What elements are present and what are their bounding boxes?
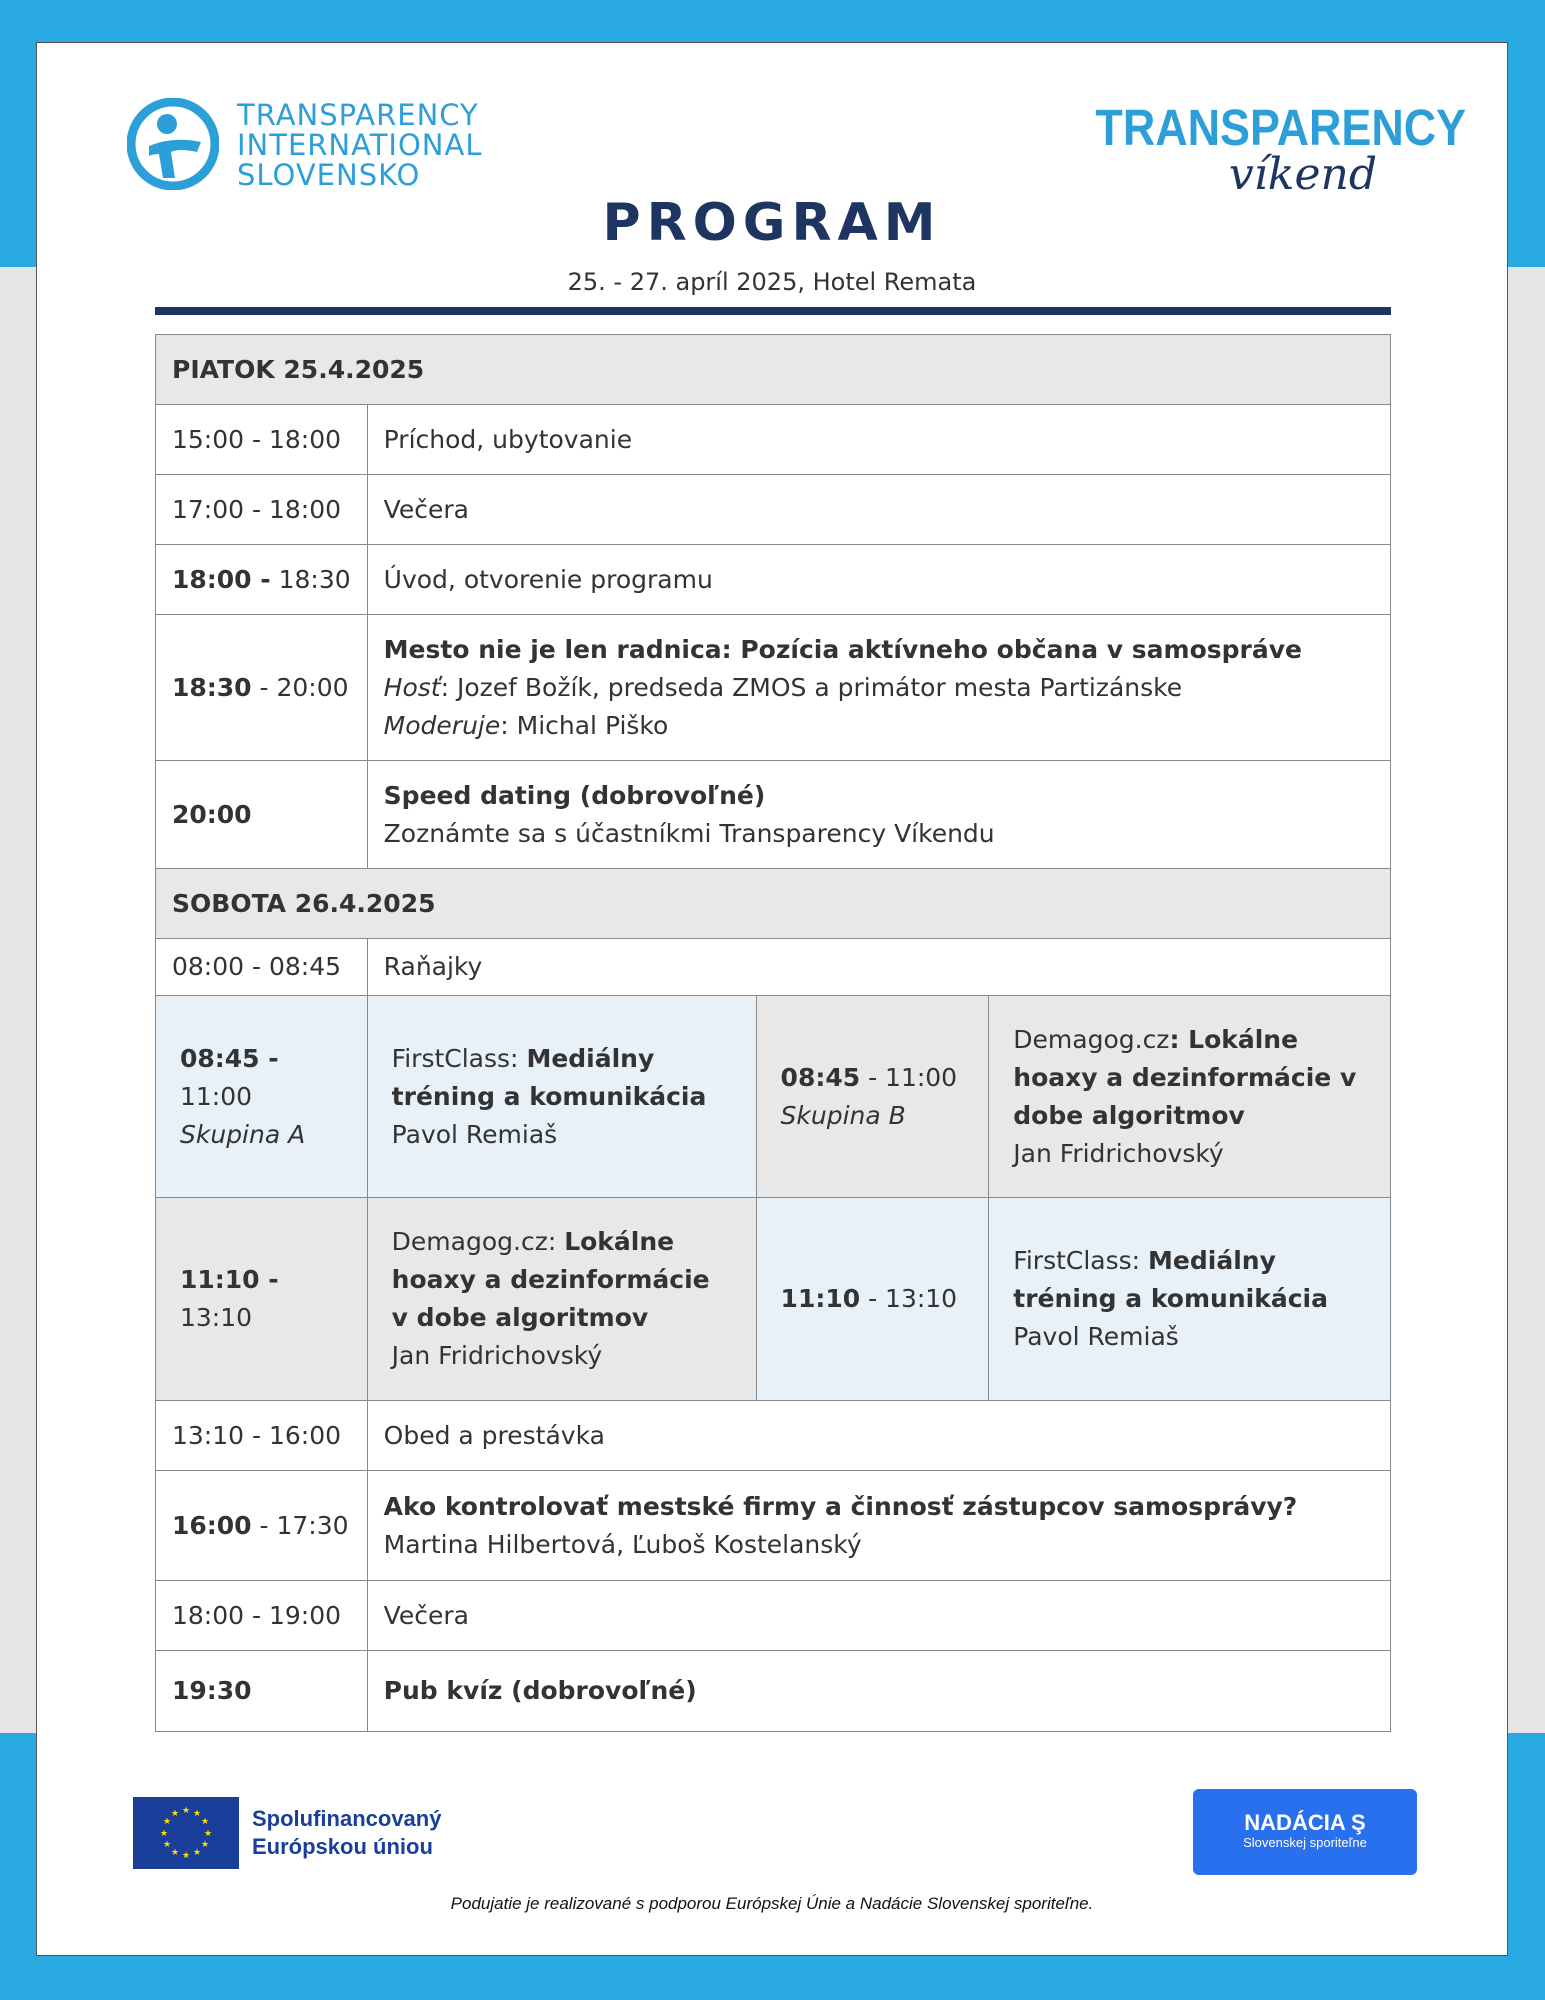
tv-logo-word: TRANSPARENCY xyxy=(1095,99,1467,156)
nadacia-line-2: Slovenskej sporiteľne xyxy=(1243,1835,1367,1850)
row-time: 08:00 - 08:45 xyxy=(156,939,368,996)
nadacia-line-1 xyxy=(1193,1811,1417,1835)
session-title: Lokálne hoaxy a dezinformácie v dobe algoritmov xyxy=(391,1227,710,1332)
row-time xyxy=(156,1471,368,1581)
ti-figure-icon xyxy=(127,98,219,190)
svg-text:★: ★ xyxy=(200,1817,210,1827)
row-activity: Večera xyxy=(367,1581,1390,1651)
row-time xyxy=(156,615,368,761)
schedule-row xyxy=(156,545,1391,615)
funding-footnote: Podujatie je realizované s podporou Európskej Únie a Nadácie Slovenskej sporiteľne. xyxy=(450,1894,1094,1913)
row-activity xyxy=(367,761,1390,869)
eu-line-1: Spolufinancovaný xyxy=(252,1806,442,1831)
ti-line-3: SLOVENSKO xyxy=(237,158,421,192)
day-heading: PIATOK 25.4.2025 xyxy=(156,335,1391,405)
svg-text:★: ★ xyxy=(181,1851,191,1861)
eu-flag-icon xyxy=(133,1797,239,1869)
svg-text:★: ★ xyxy=(159,1829,169,1839)
session-organizer: FirstClass: xyxy=(1013,1246,1149,1275)
schedule-row xyxy=(156,1471,1391,1581)
svg-text:★: ★ xyxy=(170,1848,180,1858)
tv-logo-script: víkend xyxy=(1228,149,1377,200)
page-title: PROGRAM xyxy=(602,193,942,253)
eu-line-2: Európskou úniou xyxy=(252,1834,433,1859)
time-end: - 11:00 xyxy=(860,1062,958,1092)
group-b-time xyxy=(756,996,989,1198)
eu-cofunding-label xyxy=(252,1805,441,1861)
svg-text:★: ★ xyxy=(200,1840,210,1850)
parallel-session-row xyxy=(156,996,1391,1198)
svg-text:★: ★ xyxy=(192,1809,202,1819)
row-time: 13:10 - 16:00 xyxy=(156,1401,368,1471)
ti-slovensko-wordmark xyxy=(237,100,483,190)
time-start: 08:45 xyxy=(780,1062,861,1092)
svg-text:★: ★ xyxy=(192,1848,202,1858)
session-organizer: FirstClass: xyxy=(391,1043,527,1073)
schedule-row xyxy=(156,939,1391,996)
panel-guest xyxy=(384,669,1374,707)
time-end: 18:30 xyxy=(270,564,351,594)
schedule-table xyxy=(155,334,1391,1732)
row-activity: Príchod, ubytovanie xyxy=(367,405,1390,475)
guest-text: : Jozef Božík, predseda ZMOS a primátor mesta Partizánske xyxy=(440,672,1183,702)
session-speaker: Pavol Remiaš xyxy=(1013,1322,1179,1351)
time-start: 18:00 - xyxy=(172,564,271,594)
time-end: - 20:00 xyxy=(251,672,349,702)
svg-text:★: ★ xyxy=(170,1809,180,1819)
nadacia-word: NADÁCIA xyxy=(1244,1810,1345,1835)
session-organizer: Demagog.cz xyxy=(1013,1024,1170,1054)
svg-text:★: ★ xyxy=(162,1840,172,1850)
ti-line-1: TRANSPARENCY xyxy=(237,98,479,132)
moderator-text: : Michal Piško xyxy=(500,710,669,740)
panel-title: Mesto nie je len radnica: Pozícia aktívneho občana v samospráve xyxy=(383,634,1303,664)
row-activity: Obed a prestávka xyxy=(367,1401,1390,1471)
time-range xyxy=(781,1059,965,1097)
group-a-time xyxy=(156,1198,368,1401)
time-start: 11:10 - xyxy=(180,1265,279,1294)
group-a-session xyxy=(367,996,756,1198)
time-start: 16:00 xyxy=(172,1510,252,1540)
group-b-session xyxy=(989,996,1391,1198)
schedule-row xyxy=(156,1651,1391,1732)
activity-title: Ako kontrolovať mestské firmy a činnosť zástupcov samosprávy? xyxy=(383,1491,1298,1521)
eu-stars-icon xyxy=(133,1797,239,1869)
ti-line-2: INTERNATIONAL xyxy=(237,128,483,162)
time-end: 11:00 xyxy=(180,1081,253,1111)
moderator-label: Moderuje xyxy=(383,710,501,740)
group-a-time xyxy=(156,996,368,1198)
group-label: Skupina A xyxy=(180,1119,306,1149)
title-divider xyxy=(155,307,1391,315)
session-speaker: Jan Fridrichovský xyxy=(391,1341,603,1370)
row-time: 17:00 - 18:00 xyxy=(156,475,368,545)
event-date-place: 25. - 27. apríl 2025, Hotel Remata xyxy=(567,268,977,296)
row-activity xyxy=(367,1471,1390,1581)
day-header-friday xyxy=(156,335,1391,405)
parallel-session-row xyxy=(156,1198,1391,1401)
schedule-row xyxy=(156,1581,1391,1651)
schedule-row xyxy=(156,475,1391,545)
time-end: - 13:10 xyxy=(860,1284,958,1313)
row-activity: Večera xyxy=(367,475,1390,545)
day-heading: SOBOTA 26.4.2025 xyxy=(156,869,1391,939)
activity-description: Zoznámte sa s účastníkmi Transparency Víkendu xyxy=(383,818,995,848)
session-title: : Lokálne hoaxy a dezinformácie v dobe algoritmov xyxy=(1013,1024,1357,1130)
time-start: 08:45 - xyxy=(180,1043,279,1073)
svg-text:★: ★ xyxy=(162,1817,172,1827)
schedule-row xyxy=(156,405,1391,475)
group-b-time xyxy=(756,1198,989,1401)
svg-text:★: ★ xyxy=(203,1829,213,1839)
activity-title: Speed dating (dobrovoľné) xyxy=(383,780,766,810)
row-time: 15:00 - 18:00 xyxy=(156,405,368,475)
nadacia-slsp-logo xyxy=(1193,1789,1417,1875)
time-end: 13:10 xyxy=(180,1303,253,1332)
row-activity xyxy=(367,615,1390,761)
row-time xyxy=(156,545,368,615)
group-b-session xyxy=(989,1198,1391,1401)
schedule-row xyxy=(156,1401,1391,1471)
activity-speakers: Martina Hilbertová, Ľuboš Kostelanský xyxy=(383,1529,862,1559)
svg-text:★: ★ xyxy=(181,1806,191,1816)
time-end: - 17:30 xyxy=(251,1510,349,1540)
time-start: 18:30 xyxy=(172,672,252,702)
session-speaker: Pavol Remiaš xyxy=(391,1119,558,1149)
row-time: 20:00 xyxy=(156,761,368,869)
schedule-row-panel xyxy=(156,615,1391,761)
program-page xyxy=(36,42,1508,1956)
panel-moderator xyxy=(384,707,1374,745)
row-activity: Úvod, otvorenie programu xyxy=(367,545,1390,615)
row-time: 18:00 - 19:00 xyxy=(156,1581,368,1651)
session-organizer: Demagog.cz: xyxy=(391,1227,565,1256)
group-label: Skupina B xyxy=(780,1100,906,1130)
group-a-session xyxy=(367,1198,756,1401)
row-activity: Raňajky xyxy=(367,939,1390,996)
session-title: Mediálny tréning a komunikácia xyxy=(1013,1246,1328,1313)
session-speaker: Jan Fridrichovský xyxy=(1013,1138,1224,1168)
schedule-row xyxy=(156,761,1391,869)
day-header-saturday xyxy=(156,869,1391,939)
sporitelna-s-icon: Ş xyxy=(1351,1810,1366,1835)
row-time: 19:30 xyxy=(156,1651,368,1732)
session-title: Mediálny tréning a komunikácia xyxy=(391,1043,707,1111)
guest-label: Hosť xyxy=(383,672,441,702)
row-activity: Pub kvíz (dobrovoľné) xyxy=(367,1651,1390,1732)
time-start: 11:10 xyxy=(780,1284,861,1313)
